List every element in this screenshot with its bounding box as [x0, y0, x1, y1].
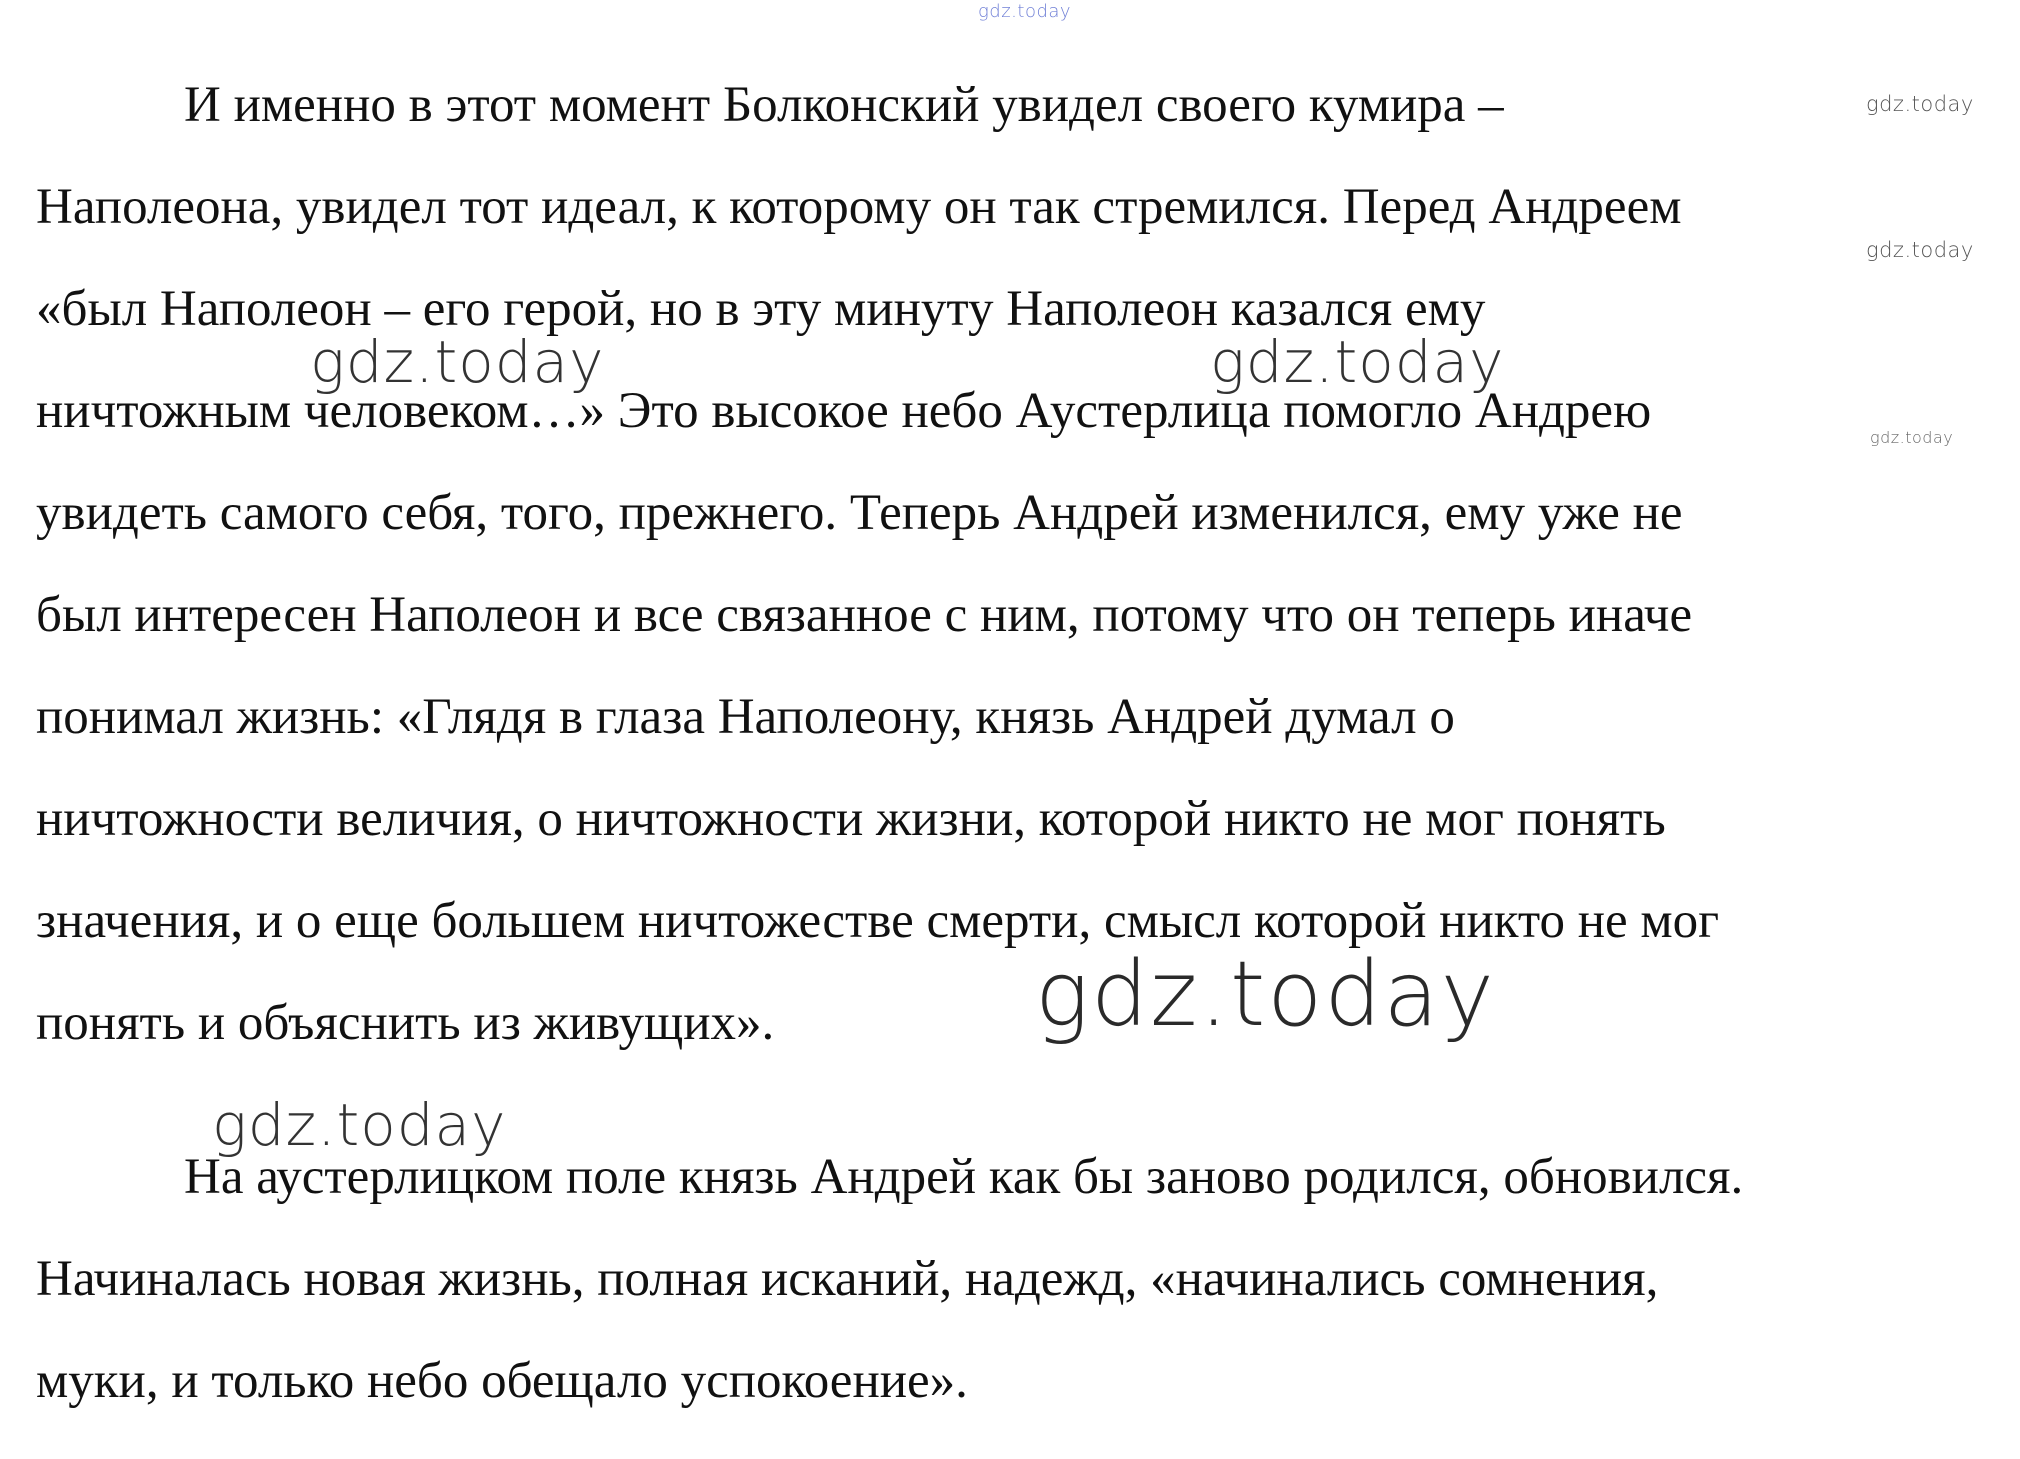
text-line-13: муки, и только небо обещало успокоение».	[36, 1353, 968, 1409]
watermark-big: gdz.today	[1035, 942, 1496, 1047]
watermark-mid-2: gdz.today	[1210, 328, 1505, 396]
text-line-12: Начиналась новая жизнь, полная исканий, надежд, «начинались сомнения,	[36, 1251, 1659, 1307]
watermark-small-2: gdz.today	[1866, 238, 1974, 262]
text-line-8: ничтожности величия, о ничтожности жизни, которой никто не мог понять	[36, 791, 1666, 847]
text-line-9: значения, и о еще большем ничтожестве смерти, смысл которой никто не мог	[36, 893, 1720, 949]
text-line-1: И именно в этот момент Болконский увидел своего кумира –	[184, 77, 1504, 133]
text-line-7: понимал жизнь: «Глядя в глаза Наполеону, князь Андрей думал о	[36, 689, 1455, 745]
watermark-mid-3: gdz.today	[212, 1091, 507, 1159]
watermark-mid-1: gdz.today	[310, 328, 605, 396]
text-line-6: был интересен Наполеон и все связанное с ним, потому что он теперь иначе	[36, 587, 1693, 643]
watermark-tiny-1: gdz.today	[1870, 428, 1954, 447]
text-line-2: Наполеона, увидел тот идеал, к которому он так стремился. Перед Андреем	[36, 179, 1682, 235]
text-line-10: понять и объяснить из живущих».	[36, 995, 775, 1051]
text-line-11: На аустерлицком поле князь Андрей как бы заново родился, обновился.	[184, 1149, 1744, 1205]
watermark-top: gdz.today	[978, 1, 1072, 22]
text-line-5: увидеть самого себя, того, прежнего. Теперь Андрей изменился, ему уже не	[36, 485, 1683, 541]
text-line-4: ничтожным человеком…» Это высокое небо Аустерлица помогло Андрею	[36, 383, 1652, 439]
watermark-small-1: gdz.today	[1866, 92, 1974, 116]
text-line-3: «был Наполеон – его герой, но в эту минуту Наполеон казался ему	[36, 281, 1486, 337]
